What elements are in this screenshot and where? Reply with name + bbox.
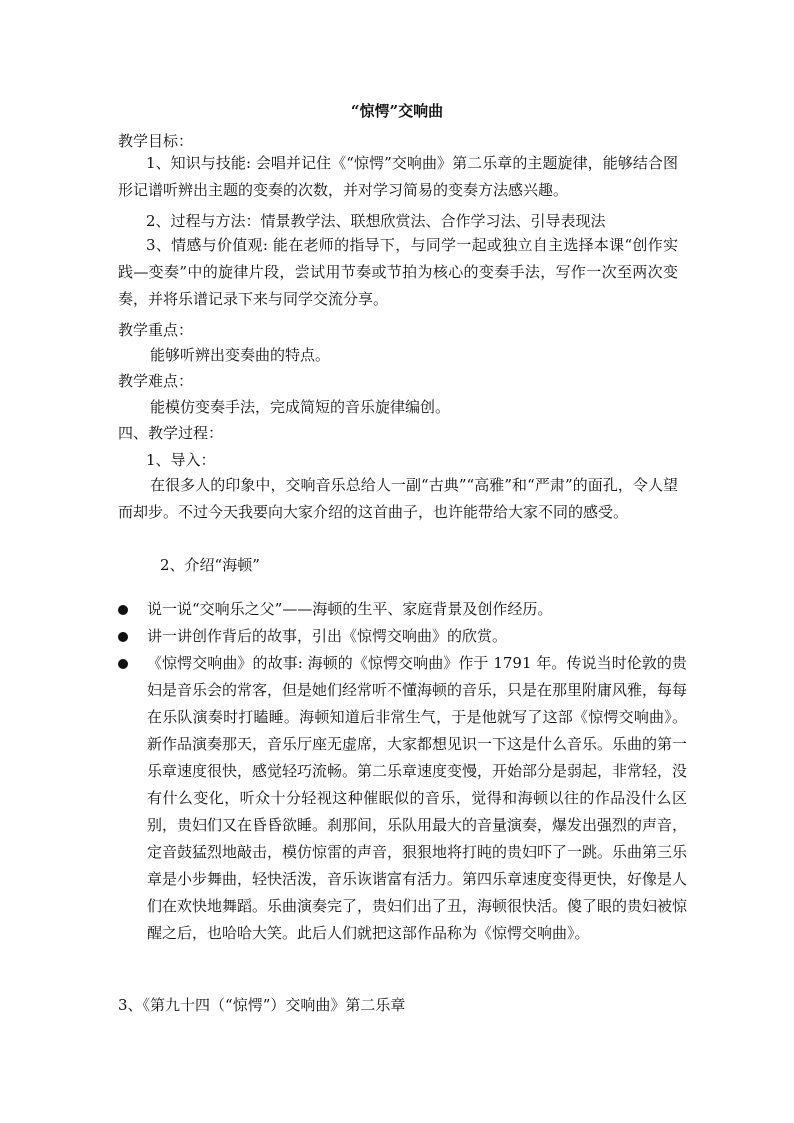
objective-2: 2、过程与方法：情景教学法、联想欣赏法、合作学习法、引导表现法 bbox=[146, 212, 606, 230]
difficulty-text: 能模仿变奏手法，完成简短的音乐旋律编创。 bbox=[150, 398, 451, 416]
haydn-heading: 2、介绍“海顿” bbox=[160, 556, 260, 574]
objectives-heading: 教学目标： bbox=[118, 132, 194, 150]
document-title: “惊愕”交响曲 bbox=[350, 102, 444, 120]
bullet-dot-2 bbox=[118, 632, 128, 642]
bullet-item-1: 说一说“交响乐之父”——海顿的生平、家庭背景及创作经历。 bbox=[147, 600, 553, 618]
bullet-item-2: 讲一讲创作背后的故事，引出《惊愕交响曲》的欣赏。 bbox=[147, 627, 508, 645]
intro-text: 在很多人的印象中，交响音乐总给人一副“古典”“高雅”和“严肃”的面孔，令人望而却步。不过今天我要向大家介绍的这首曲子，也许能带给大家不同的感受。 bbox=[118, 476, 678, 521]
bullet-item-3: 《惊愕交响曲》的故事: 海顿的《惊愕交响曲》作于 1791 年。传说当时伦敦的贵妇是音乐会的常客，但是她们经常听不懂海顿的音乐，只是在那里附庸风雅，每每在乐队演奏时打瞌睡。海顿知道后非常生气，于是他就写了这部《惊愕交响曲》。新作品演奏那天，音乐厅座无虚席，大家都想见识一下这是什么音乐。乐曲的第一乐章速度很快，感觉轻巧流畅。第二乐章速度变慢，开始部分是弱起，非常轻，没有什么变化，听众十分轻视这种催眠似的音乐，觉得和海顿以往的作品没什么区别，贵妇们又在昏昏欲睡。刹那间，乐队用最大的音量演奏，爆发出强烈的声音，定音鼓猛烈地敲击，模仿惊雷的声音，狠狠地将打盹的贵妇吓了一跳。乐曲第三乐章是小步舞曲，轻快活泼，音乐诙谐富有活力。第四乐章速度变得更快，好像是人们在欢快地舞蹈。乐曲演奏完了，贵妇们出了丑，海顿很快活。傻了眼的贵妇被惊醒之后，也哈哈大笑。此后人们就把这部作品称为《惊愕交响曲》。 bbox=[147, 654, 688, 942]
objective-3: 3、情感与价值观: 能在老师的指导下，与同学一起或独立自主选择本课“创作实践—变奏”中的旋律片段，尝试用节奏或节拍为核心的变奏手法，写作一次至两次变奏，并将乐谱记录下来与同学交流分享。 bbox=[118, 236, 678, 308]
difficulty-heading: 教学难点： bbox=[118, 372, 194, 390]
intro-heading: 1、导入： bbox=[146, 451, 216, 469]
objective-1: 1、知识与技能: 会唱并记住《“惊愕”交响曲》第二乐章的主题旋律，能够结合图形记谱听辨出主题的变奏的次数，并对学习简易的变奏方法感兴趣。 bbox=[118, 154, 678, 199]
key-points-text: 能够听辨出变奏曲的特点。 bbox=[150, 346, 331, 364]
bullet-dot-3 bbox=[118, 659, 128, 669]
process-heading: 四、教学过程： bbox=[118, 424, 224, 442]
key-points-heading: 教学重点： bbox=[118, 321, 194, 339]
section-3-heading: 3、《第九十四（“惊愕”）交响曲》第二乐章 bbox=[118, 996, 406, 1014]
bullet-dot-1 bbox=[118, 605, 128, 615]
